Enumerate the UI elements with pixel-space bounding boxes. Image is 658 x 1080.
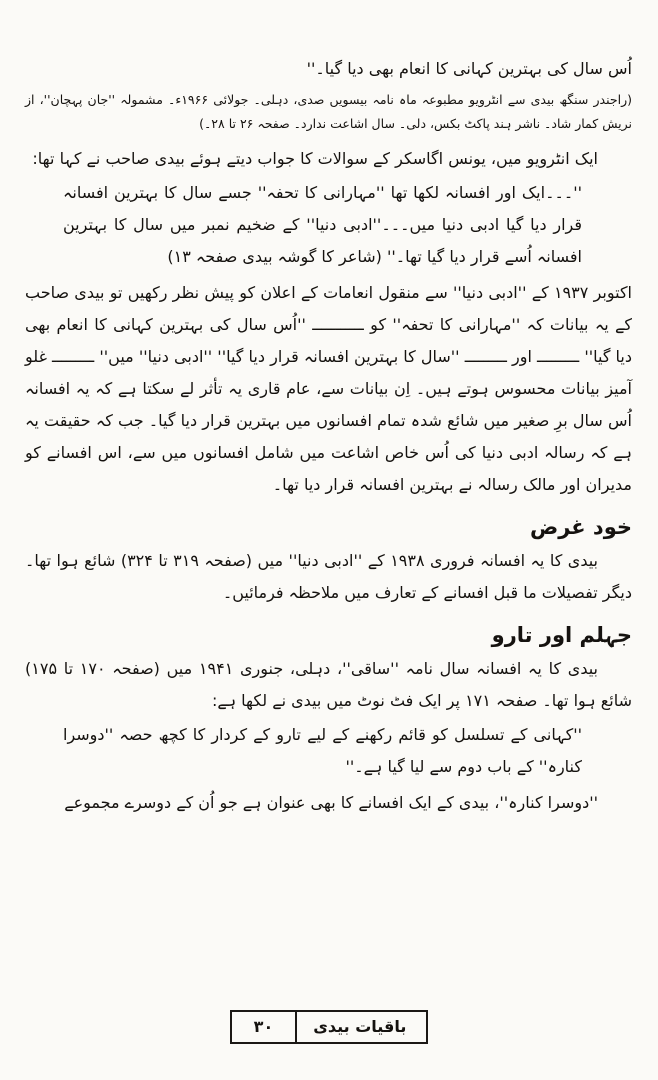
section-heading-khud-gharz: خود غرض [529, 514, 632, 539]
book-title: باقیات بیدی [313, 1017, 407, 1036]
paragraph-dusra-kinara: ''دوسرا کنارہ''، بیدی کے ایک افسانے کا بھی عنوان ہے جو اُن کے دوسرے مجموعے [64, 792, 598, 812]
paragraph-khud-gharz: بیدی کا یہ افسانہ فروری ۱۹۳۸ کے ''ادبی دنیا'' میں (صفحہ ۳۱۹ تا ۳۲۴) شائع ہوا تھا۔ دیگر تفصیلات ما قبل افسانے کے تعارف میں ملاحظہ فرمائیں۔ [25, 550, 632, 602]
citation-paragraph: (راجندر سنگھ بیدی سے انٹرویو مطبوعہ ماہ نامہ بیسویں صدی، دہلی۔ جولائی ۱۹۶۶ء۔ مشمولہ ''جان پہچان''، از نریش کمار شاد۔ ناشر ہند پاکٹ بکس، دلی۔ سال اشاعت ندارد۔ صفحہ ۲۶ تا ۲۸۔) [25, 92, 632, 131]
page-text-content [25, 54, 632, 819]
quote-block-bedi-statement: ''۔۔۔ایک اور افسانہ لکھا تھا ''مہارانی کا تحفہ'' جسے سال کا بہترین افسانہ قرار دیا گیا ادبی دنیا میں۔۔۔''ادبی دنیا'' کے ضخیم نمبر میں سال کا بہترین افسانہ اُسے قرار دیا گیا تھا۔'' (شاعر کا گوشہ بیدی صفحہ ۱۳) [63, 182, 582, 266]
page-number: ۳۰ [253, 1017, 274, 1036]
quote-block-footnote: ''کہانی کے تسلسل کو قائم رکھنے کے لیے تارو کے کردار کا کچھ حصہ ''دوسرا کنارہ'' کے باب دوم سے لیا گیا ہے۔'' [63, 724, 582, 776]
footer-box [230, 1010, 429, 1044]
footer-divider [295, 1012, 297, 1042]
section-heading-jhelum-aur-taro: جہلم اور تارو [491, 622, 632, 647]
paragraph-analysis: اکتوبر ۱۹۳۷ کے ''ادبی دنیا'' سے منقول انعامات کے اعلان کو پیش نظر رکھیں تو بیدی صاحب کے یہ بیانات کہ ''مہارانی کا تحفہ'' کو ـــــــــــ ''اُس سال کی بہترین کہانی کا انعام بھی دیا گیا'' ـــــــــ اور ـــــــــ ''سال کا بہترین افسانہ قرار دیا گیا'' ''ادبی دنیا'' میں'' ـــــــــ غلو آمیز بیانات محسوس ہوتے ہیں۔ اِن بیانات سے، عام قاری یہ تأثر لے سکتا ہے کہ یہ افسانہ اُس سال برِ صغیر میں شائع شدہ تمام افسانوں میں بہترین قرار دیا گیا۔ جب کہ حقیقت یہ ہے کہ رسالہ ادبی دنیا کی اُس خاص اشاعت میں شامل افسانوں میں سے، اس افسانے کو مدیران اور مالک رسالہ نے بہترین افسانہ قرار دیا تھا۔ [25, 282, 633, 494]
paragraph-interview-intro: ایک انٹرویو میں، یونس اگاسکر کے سوالات کا جواب دیتے ہوئے بیدی صاحب نے کہا تھا: [32, 148, 598, 168]
paragraph-jhelum-taro: بیدی کا یہ افسانہ سال نامہ ''ساقی''، دہلی، جنوری ۱۹۴۱ میں (صفحہ ۱۷۰ تا ۱۷۵) شائع ہوا تھا۔ صفحہ ۱۷۱ پر ایک فٹ نوٹ میں بیدی نے لکھا ہے: [25, 658, 632, 710]
page-footer [0, 1010, 658, 1044]
carryover-quote-line: اُس سال کی بہترین کہانی کا انعام بھی دیا گیا۔'' [306, 59, 632, 78]
